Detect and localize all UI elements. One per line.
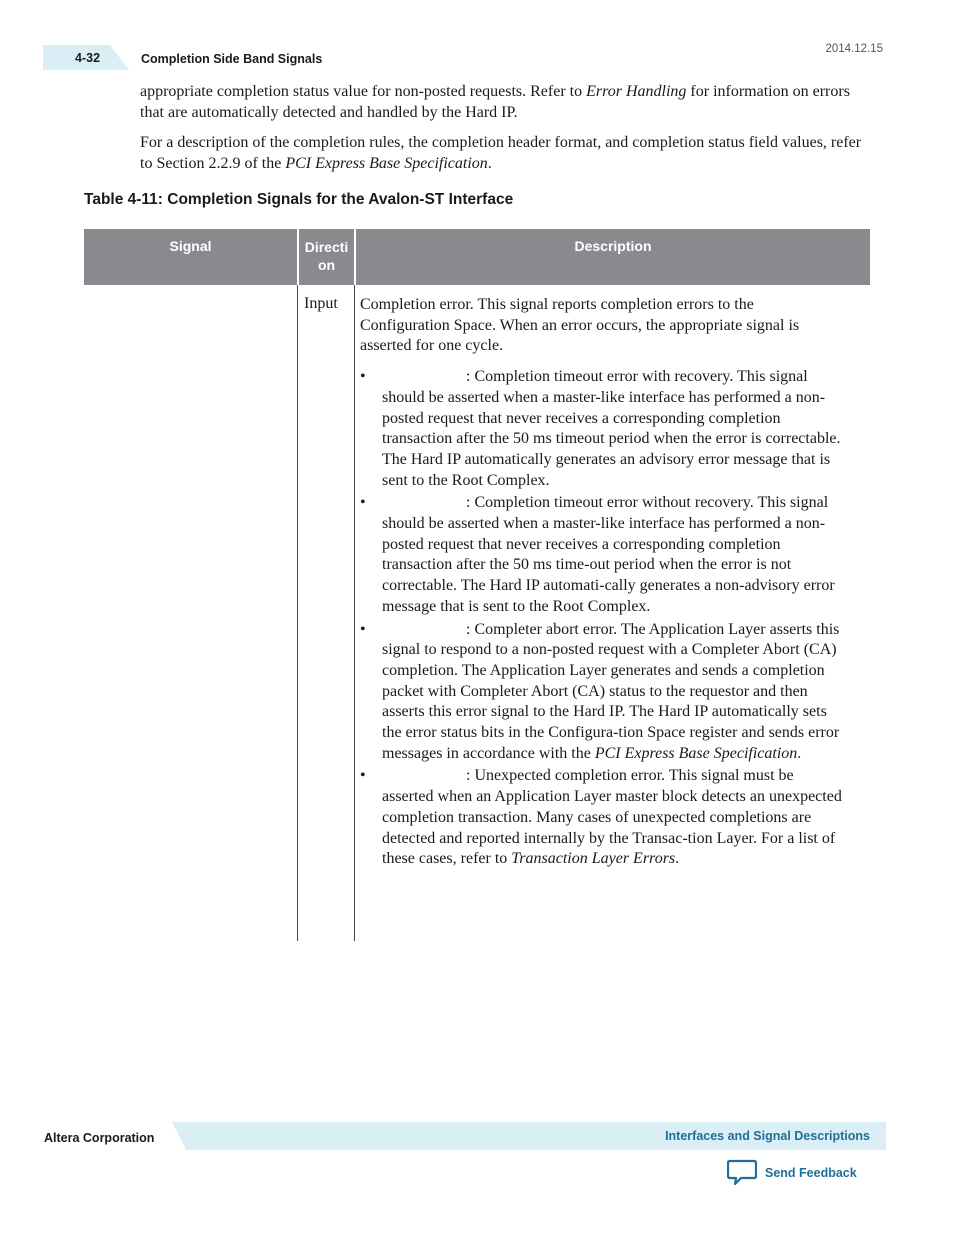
column-divider — [354, 285, 355, 941]
section-title: Completion Side Band Signals — [141, 52, 323, 66]
spec-reference: PCI Express Base Specification — [594, 744, 798, 762]
send-feedback-label: Send Feedback — [765, 1166, 857, 1180]
column-divider — [297, 285, 298, 941]
list-item: • : Completer abort error. The Application Layer asserts this signal to respond to a non-posted request with a Completer Abort (CA) completion. The Application Layer generates and sends a completion packet with Completer Abort (CA) status to the requestor and then asserts this error signal to the Hard IP. The Hard IP automatically sets the error status bits in the Configura-tion Space register and sends error messages in accordance with the PCI Express Base Specification. — [360, 620, 840, 762]
bullet-icon: • — [360, 620, 366, 638]
header-direction: Directi on — [304, 239, 349, 273]
table-row — [84, 285, 870, 941]
table-caption: Table 4-11: Completion Signals for the Avalon-ST Interface — [84, 191, 514, 208]
header-description: Description — [574, 238, 652, 254]
header-signal: Signal — [169, 238, 212, 254]
completion-signals-table — [84, 229, 870, 941]
bullet-icon: • — [360, 494, 366, 512]
spec-reference: PCI Express Base Specification — [285, 154, 488, 172]
intro-paragraph-2: For a description of the completion rules, the completion header format, and completion status field values, refer to Section 2.2.9 of the PCI Express Base Specification. — [140, 134, 862, 172]
transaction-layer-errors-link[interactable]: Transaction Layer Errors — [511, 850, 676, 868]
bullet-icon: • — [360, 368, 366, 386]
error-handling-link[interactable]: Error Handling — [586, 83, 687, 100]
list-item: • : Completion timeout error without recovery. This signal should be asserted when a master-like interface has performed a non-posted request that never receives a corresponding completion transaction after the 50 ms time-out period when the error is not correctable. The Hard IP automati-cally generates a non-advisory error message that is sent to the Root Complex. — [360, 494, 835, 615]
error-bullet-list — [360, 367, 844, 870]
send-feedback-button[interactable] — [727, 1159, 857, 1187]
feedback-speech-bubble-icon — [727, 1159, 757, 1187]
footer-company: Altera Corporation — [44, 1131, 155, 1145]
page-date: 2014.12.15 — [825, 43, 883, 55]
footer-chapter-link[interactable]: Interfaces and Signal Descriptions — [665, 1129, 870, 1143]
intro-paragraph-1: appropriate completion status value for non-posted requests. Refer to Error Handling for information on errors that are automatically detected and handled by the Hard IP. — [140, 83, 850, 121]
list-item: • : Completion timeout error with recovery. This signal should be asserted when a master-like interface has performed a non-posted request that never receives a corresponding completion transaction after the 50 ms timeout period when the error is correctable. The Hard IP automatically generates an advisory error message that is sent to the Root Complex. — [360, 368, 841, 489]
cell-direction: Input — [304, 295, 338, 312]
bullet-icon: • — [360, 767, 366, 785]
table-header-row — [84, 229, 870, 285]
cell-description — [360, 295, 844, 872]
list-item: • : Unexpected completion error. This signal must be asserted when an Application Layer master block detects an unexpected completion transaction. Many cases of unexpected completions are detected and reported internally by the Transac-tion Layer. For a list of these cases, refer to Transaction Layer Errors. — [360, 767, 842, 868]
page-number: 4-32 — [75, 51, 101, 65]
description-intro: Completion error. This signal reports completion errors to the Configuration Space. When an error occurs, the appropriate signal is asserted for one cycle. — [360, 296, 800, 355]
